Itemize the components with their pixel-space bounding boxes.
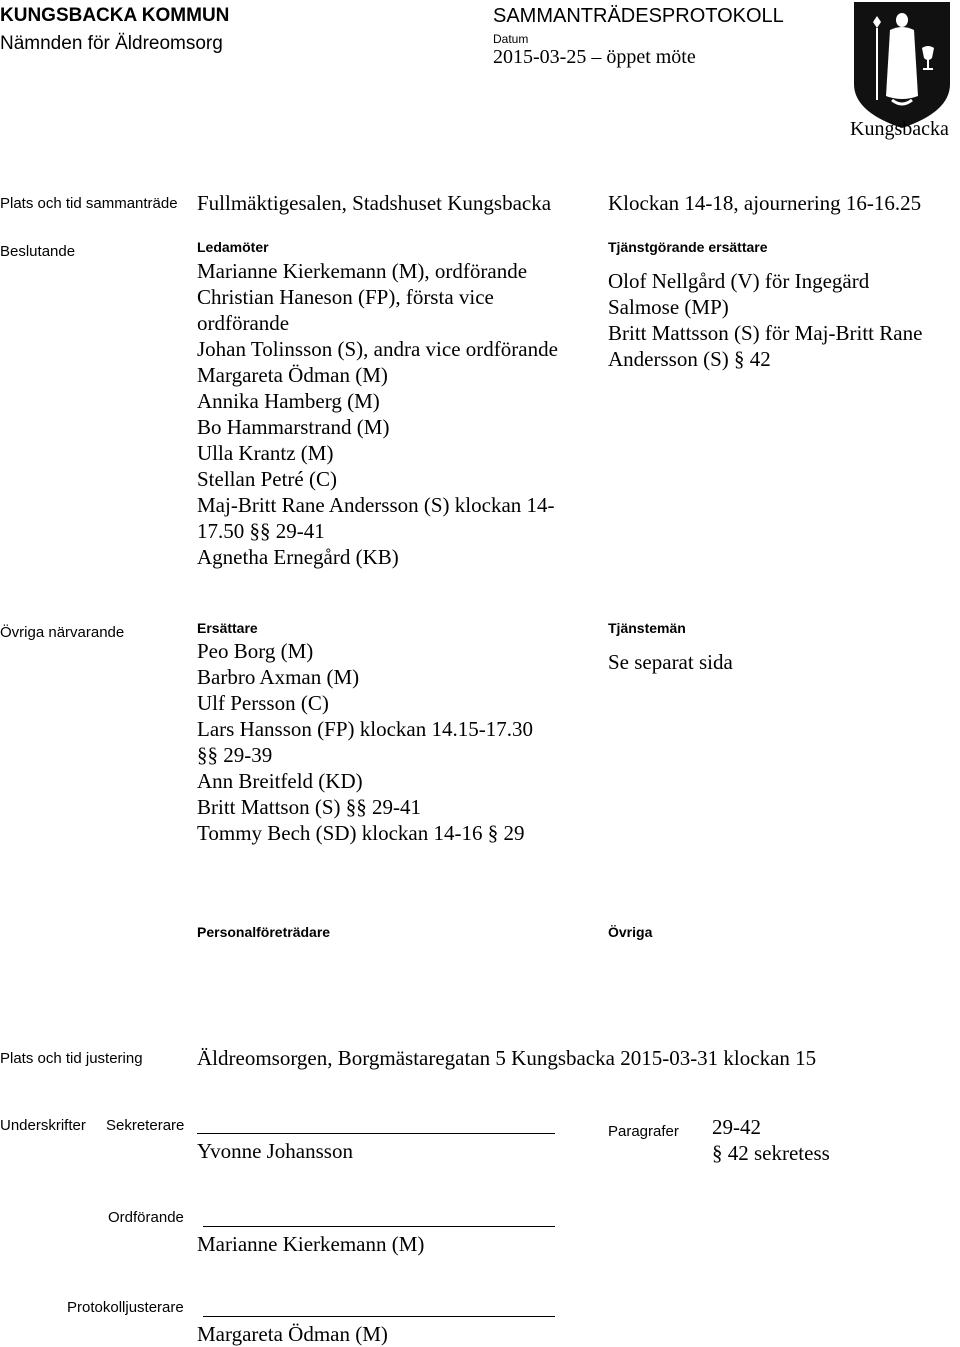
underskrifter-label: Underskrifter — [0, 1117, 86, 1134]
list-item: §§ 29-39 — [197, 743, 273, 767]
paragraf-item: § 42 sekretess — [712, 1141, 830, 1165]
list-item: Lars Hansson (FP) klockan 14.15-17.30 — [197, 717, 533, 741]
list-item: Stellan Petré (C) — [197, 467, 337, 491]
list-item: Peo Borg (M) — [197, 639, 314, 663]
list-item: Britt Mattsson (S) för Maj-Britt Rane — [608, 321, 923, 345]
ovriga-ersattare-heading: Ersättare — [197, 620, 258, 636]
ovriga-heading: Övriga — [608, 924, 653, 940]
list-item: Britt Mattson (S) §§ 29-41 — [197, 795, 421, 819]
sekreterare-label: Sekreterare — [106, 1117, 185, 1134]
ovriga-narvarande-label: Övriga närvarande — [0, 624, 125, 641]
meeting-place: Fullmäktigesalen, Stadshuset Kungsbacka — [197, 191, 552, 215]
ersattare-list — [608, 268, 922, 372]
protokolljusterare-name: Margareta Ödman (M) — [197, 1322, 388, 1346]
list-item: Tommy Bech (SD) klockan 14-16 § 29 — [197, 821, 525, 845]
list-item: ordförande — [197, 311, 290, 335]
list-item: Marianne Kierkemann (M), ordförande — [197, 259, 528, 283]
list-item: Johan Tolinsson (S), andra vice ordförande — [197, 337, 558, 361]
paragrafer-values — [712, 1114, 830, 1166]
beslutande-label: Beslutande — [0, 243, 76, 260]
ledamoter-list — [197, 258, 558, 570]
tjansteman-text: Se separat sida — [608, 650, 733, 674]
committee-name: Nämnden för Äldreomsorg — [0, 33, 223, 54]
sekreterare-name: Yvonne Johansson — [197, 1139, 353, 1163]
ordforande-label: Ordförande — [108, 1209, 184, 1226]
list-item: Annika Hamberg (M) — [197, 389, 380, 413]
document-type: SAMMANTRÄDESPROTOKOLL — [493, 5, 784, 27]
personalforetradare-heading: Personalföreträdare — [197, 924, 331, 940]
list-item: Bo Hammarstrand (M) — [197, 415, 390, 439]
ledamoter-heading: Ledamöter — [197, 239, 269, 255]
protokolljusterare-label: Protokolljusterare — [67, 1299, 184, 1316]
list-item: Ulla Krantz (M) — [197, 441, 334, 465]
list-item: Christian Haneson (FP), första vice — [197, 285, 494, 309]
list-item: Maj-Britt Rane Andersson (S) klockan 14- — [197, 493, 555, 517]
tjansteman-heading: Tjänstemän — [608, 620, 686, 636]
date-value: 2015-03-25 – öppet möte — [493, 46, 696, 68]
list-item: 17.50 §§ 29-41 — [197, 519, 325, 543]
meeting-label: Plats och tid sammanträde — [0, 195, 178, 212]
ovriga-ersattare-list — [197, 638, 533, 846]
date-label: Datum — [493, 32, 529, 46]
list-item: Ulf Persson (C) — [197, 691, 329, 715]
ordforande-name: Marianne Kierkemann (M) — [197, 1232, 425, 1256]
protokolljusterare-signature-line — [203, 1316, 555, 1317]
list-item: Salmose (MP) — [608, 295, 729, 319]
municipality-name: KUNGSBACKA KOMMUN — [0, 5, 230, 26]
meeting-time: Klockan 14-18, ajournering 16-16.25 — [608, 191, 922, 215]
list-item: Ann Breitfeld (KD) — [197, 769, 363, 793]
list-item: Agnetha Ernegård (KB) — [197, 545, 399, 569]
justering-label: Plats och tid justering — [0, 1050, 143, 1067]
sekreterare-signature-line — [197, 1133, 555, 1134]
list-item: Andersson (S) § 42 — [608, 347, 771, 371]
paragrafer-label: Paragrafer — [608, 1123, 679, 1140]
list-item: Olof Nellgård (V) för Ingegärd — [608, 269, 870, 293]
logo-wordmark: Kungsbacka — [850, 118, 949, 140]
paragraf-item: 29-42 — [712, 1115, 761, 1139]
list-item: Margareta Ödman (M) — [197, 363, 388, 387]
ordforande-signature-line — [203, 1226, 555, 1227]
justering-value: Äldreomsorgen, Borgmästaregatan 5 Kungsbacka 2015-03-31 klockan 15 — [197, 1046, 817, 1070]
kungsbacka-logo — [846, 0, 960, 146]
ersattare-heading: Tjänstgörande ersättare — [608, 239, 768, 255]
list-item: Barbro Axman (M) — [197, 665, 360, 689]
